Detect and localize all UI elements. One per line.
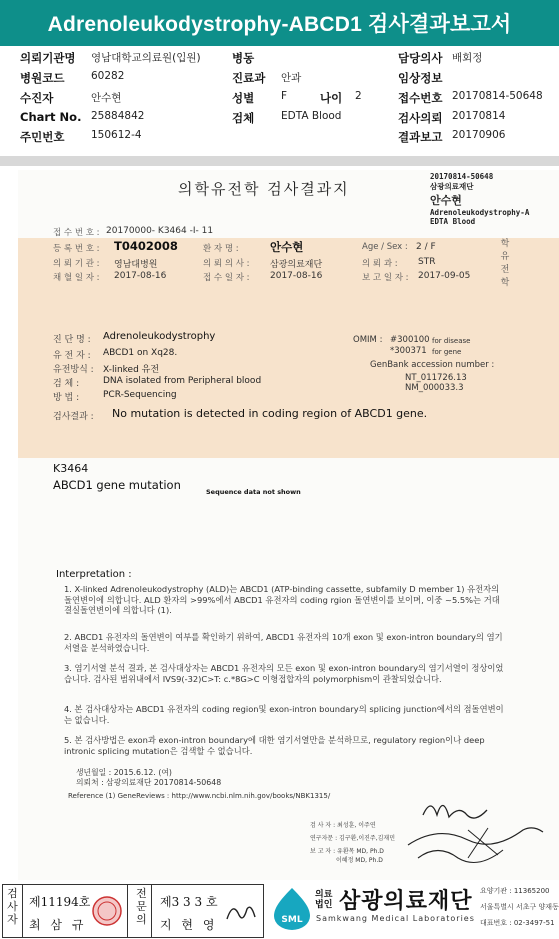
field-value: 2017-09-05 [418,271,471,281]
genbank-label: GenBank accession number : [370,360,495,370]
specialist-label: 전문의 [132,885,152,937]
side-label: 학 유 전 학 [500,239,510,288]
detail-label: 방 법 : [53,393,80,403]
phone: 대표번호 : 02-3497-51 [480,919,555,927]
info-row [0,129,559,148]
info-label: 접수번호 [398,91,443,105]
detail-value: X-linked 유전 [103,365,160,375]
seal-icon [91,895,123,927]
info-value: 안수현 [91,92,122,104]
info-value: 25884842 [91,110,145,122]
info-label: 수진자 [20,91,54,105]
info-label: 진료과 [232,71,266,85]
field-value: 삼광의료재단 [270,260,323,270]
field-value: 영남대병원 [114,260,158,270]
specialist-name: 지 현 영 [160,918,218,932]
divider [0,156,559,166]
info-value: 배회정 [452,52,483,64]
info-value: 영남대학교의료원(입원) [91,52,201,64]
signer-line: 연구자문 : 김구환,이진주,김재민 [310,835,395,842]
specialist-license: 제3 3 3 호 [160,895,218,909]
genbank-nt: NT_011726.13 [405,373,467,383]
omim-note-text: for gene [432,348,462,356]
scan-title: 의학유전학 검사결과지 [178,180,350,198]
corp-type: 의료 법인 [315,890,333,910]
info-row [0,50,559,69]
requester: 의뢰처 : 삼광의료재단 20170814-50648 [76,778,222,787]
field-label: 의 뢰 과 : [362,259,398,269]
signer-line: 이혜정 MD, Ph.D [336,857,383,864]
info-value: 안과 [281,72,302,84]
info-label: 임상정보 [398,71,443,85]
address: 서울특별시 서초구 양재동 [480,903,559,911]
corp-name: 삼광의료재단 [339,889,473,914]
field-value: 안수현 [270,240,304,254]
field-label: 의 뢰 기 관 : [53,259,100,269]
field-label: 보 고 일 자 : [362,273,409,283]
interpretation-item: 1. X-linked Adrenoleukodystrophy (ALD)는 ABCD1 (ATP-binding cassette, subfamily D member 1) 유전자의 돌연변이에 의합니다. ALD 환자의 >99%에서 ABCD1 유전자의 coding rgion 돌연변이를 보이며, 이중 ~5.5%는 거대결실돌연변이에 의합니다 (1). [64,584,500,615]
info-row [0,70,559,89]
detail-value: PCR-Sequencing [103,390,177,400]
omim-note-text: for disease [432,337,471,345]
info-value: EDTA Blood [281,110,342,122]
inspector-name: 최 삼 규 [29,918,87,932]
sample-label-stamp [430,172,559,226]
detail-label: 유 전 자 : [53,351,91,361]
sequence-note: Sequence data not shown [206,488,301,496]
interpretation-item: 5. 본 검사방법은 exon과 exon-intron boundary에 대한 염기서열만을 분석하므로, regulatory region이나 deep intronic splicing mutation은 검색할 수 없습니다. [64,735,485,756]
detail-label: 검 체 : [53,379,80,389]
info-label: 담당의사 [398,51,443,65]
info-value: 150612-4 [91,129,142,141]
signature-icon [223,897,259,927]
signer-line: 검 사 자 : 최성훈, 이주연 [310,822,376,829]
stamp-number: 20170814-50648 [430,172,494,181]
field-label: 의 뢰 의 사 : [203,259,250,269]
stamp-specimen: EDTA Blood [430,217,476,226]
field-value: 20170000- K3464 -I- 11 [106,226,214,236]
interpretation-item: 2. ABCD1 유전자의 돌연변이 여부를 확인하기 위하여, ABCD1 유전자의 10개 exon 및 exon-intron boundary의 염기서열을 분석하였습니다. [64,632,503,653]
institution-code: 요양기관 : 11365200 [480,887,550,895]
signer-line: 보 고 자 : 유환목 MD, Ph.D [310,848,384,855]
footer [0,880,559,939]
info-label: 의뢰기관명 [20,51,76,65]
reference: Reference (1) GeneReviews : http://www.ncbi.nlm.nih.gov/books/NBK1315/ [68,792,331,800]
info-value: 20170814-50648 [452,90,543,102]
field-value: STR [418,257,436,267]
info-row [0,90,559,109]
info-label: Chart No. [20,110,82,124]
stamp-test: Adrenoleukodystrophy-A [430,208,530,217]
info-label: 주민번호 [20,130,65,144]
info-value: 60282 [91,70,125,82]
info-value: 20170906 [452,129,506,141]
interpretation-title: Interpretation : [56,569,132,580]
detail-value: DNA isolated from Peripheral blood [103,376,262,386]
detail-value: Adrenoleukodystrophy [103,331,216,342]
info-label: 나이 [320,91,343,105]
detail-label: 진 단 명 : [53,335,91,345]
omim-id: #300100 [390,335,430,345]
field-label: 접 수 일 자 : [203,273,250,283]
birth-date: 생년월일 : 2015.6.12. (여) [76,768,172,777]
info-label: 검사의뢰 [398,111,443,125]
omim-label: OMIM : [353,335,383,345]
field-value: 2017-08-16 [270,271,323,281]
patient-info [0,46,559,150]
omim-note [432,336,470,346]
info-value: 20170814 [452,110,506,122]
test-code: K3464 [53,462,89,475]
genbank-nm: NM_000033.3 [405,383,464,393]
detail-label: 유전방식 : [53,365,94,375]
field-label: Age / Sex : [362,242,408,252]
inspector-license: 제11194호 [29,895,91,909]
info-label: 병원코드 [20,71,65,85]
info-label: 결과보고 [398,130,443,144]
svg-text:SML: SML [281,915,303,925]
box-divider [127,885,128,937]
inspector-label: 검사자 [3,885,23,937]
signature-box [2,884,264,938]
field-label: 접 수 번 호 : [53,228,100,238]
info-row [0,110,559,129]
detail-value: ABCD1 on Xq28. [103,348,178,358]
info-value: 2 [355,90,362,102]
info-label: 병동 [232,51,255,65]
handwritten-signature [398,790,548,870]
field-label: 채 혈 일 자 : [53,273,100,283]
stamp-name: 안수현 [430,194,462,207]
stamp-org: 삼광의료재단 [430,182,474,191]
omim-note [432,347,461,357]
info-value: F [281,90,288,102]
result-label: 검사결과 : [53,412,94,422]
info-label: 검체 [232,111,255,125]
corp-english-name: Samkwang Medical Laboratories [316,914,475,923]
omim-id: *300371 [390,346,427,356]
field-value: 2017-08-16 [114,271,167,281]
field-label: 등 록 번 호 : [53,244,100,254]
field-value: 2 / F [416,242,436,252]
gene-title: ABCD1 gene mutation [53,478,181,492]
result-value: No mutation is detected in coding region of ABCD1 gene. [112,407,428,420]
scanned-report [18,170,559,880]
info-label: 성별 [232,91,255,105]
field-value: T0402008 [114,239,178,253]
interpretation-item: 3. 염기서열 분석 결과, 본 검사대상자는 ABCD1 유전자의 모든 exon 및 exon-intron boundary의 염기서열이 정상이었습니다. 검사된 범위내에서 IVS9(-32)C>T: c.*8G>C 이형접합자의 polymorphism이 관찰되었습니다. [64,663,504,684]
interpretation-item: 4. 본 검사대상자는 ABCD1 유전자의 coding region및 exon-intron boundary의 splicing junction에서의 점돌연변이는 없습니다. [64,704,504,725]
field-label: 환 자 명 : [203,244,239,254]
report-title: Adrenoleukodystrophy-ABCD1 검사결과보고서 [0,0,559,46]
sml-logo-icon [270,886,314,932]
